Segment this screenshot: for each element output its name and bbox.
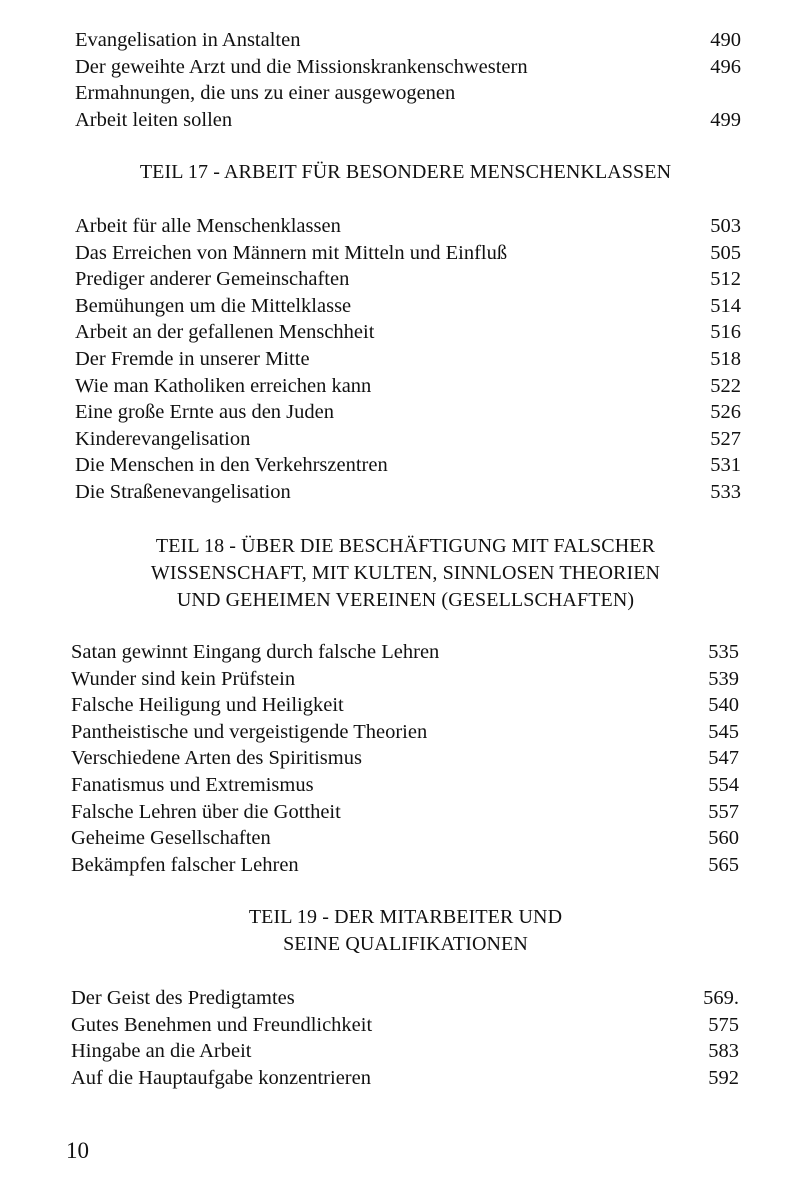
toc-entry-page: 505 bbox=[710, 241, 741, 264]
toc-entry bbox=[75, 27, 741, 54]
toc-entry-title: Ermahnungen, die uns zu einer ausgewogenen bbox=[75, 82, 456, 105]
toc-entry bbox=[71, 666, 739, 693]
toc-entry-title: Prediger anderer Gemeinschaften bbox=[75, 268, 350, 291]
toc-entry-title: Die Menschen in den Verkehrszentren bbox=[75, 454, 388, 477]
toc-entry-page: 490 bbox=[710, 29, 741, 51]
toc-entry-title: Die Straßenevangelisation bbox=[75, 480, 291, 503]
toc-entry-page: 560 bbox=[708, 827, 739, 850]
toc-entry bbox=[75, 346, 741, 373]
toc-entry bbox=[75, 426, 741, 453]
toc-entry-page: 545 bbox=[708, 720, 739, 743]
section-heading-line: TEIL 19 - DER MITARBEITER UND bbox=[248, 906, 563, 928]
toc-entry-page: 503 bbox=[710, 215, 741, 237]
toc-entry-title: Gutes Benehmen und Freundlichkeit bbox=[71, 1013, 373, 1036]
toc-entry-page: 547 bbox=[708, 747, 739, 770]
toc-entry-title: Das Erreichen von Männern mit Mitteln und Einfluß bbox=[75, 241, 508, 264]
toc-entry bbox=[71, 745, 739, 772]
toc-entry bbox=[71, 639, 739, 666]
toc-entry-page: 512 bbox=[710, 268, 741, 291]
toc-entry-title: Wie man Katholiken erreichen kann bbox=[75, 374, 372, 397]
toc-entry-page: 527 bbox=[710, 427, 741, 450]
toc-entry bbox=[75, 479, 741, 506]
toc-entry-page: 499 bbox=[710, 108, 741, 131]
toc-list-teil-17 bbox=[75, 213, 741, 506]
toc-entry-title: Arbeit an der gefallenen Menschheit bbox=[75, 321, 375, 344]
toc-entry-title: Evangelisation in Anstalten bbox=[75, 29, 301, 51]
toc-entry-page: 516 bbox=[710, 321, 741, 344]
toc-entry-page: 575 bbox=[708, 1013, 739, 1036]
toc-list-teil-18 bbox=[71, 639, 739, 878]
toc-entry-title: Fanatismus und Extremismus bbox=[71, 773, 314, 796]
toc-entry-title: Arbeit für alle Menschenklassen bbox=[75, 215, 341, 237]
toc-entry-title: Bekämpfen falscher Lehren bbox=[71, 853, 299, 876]
toc-entry-page: 496 bbox=[710, 55, 741, 78]
section-heading-line: WISSENSCHAFT, MIT KULTEN, SINNLOSEN THEORIEN bbox=[150, 562, 661, 584]
toc-entry-title: Der Geist des Predigtamtes bbox=[71, 987, 295, 1009]
toc-entry bbox=[71, 985, 739, 1012]
toc-entry bbox=[75, 399, 741, 426]
toc-entry bbox=[71, 799, 739, 826]
toc-entry-title: Der geweihte Arzt und die Missionskrankenschwestern bbox=[75, 55, 528, 78]
toc-entry bbox=[75, 373, 741, 400]
toc-entry-page: 557 bbox=[708, 800, 739, 823]
toc-entry-page: 526 bbox=[710, 401, 741, 424]
toc-entry-page: 518 bbox=[710, 347, 741, 370]
toc-entry bbox=[71, 1012, 739, 1039]
section-heading-teil-19 bbox=[0, 904, 811, 958]
toc-entry bbox=[75, 452, 741, 479]
toc-entry-title: Auf die Hauptaufgabe konzentrieren bbox=[71, 1066, 371, 1089]
toc-entry bbox=[75, 80, 741, 107]
toc-entry-page: 569. bbox=[703, 987, 739, 1009]
toc-entry-title: Falsche Lehren über die Gottheit bbox=[71, 800, 341, 823]
toc-entry-title: Bemühungen um die Mittelklasse bbox=[75, 294, 352, 317]
section-heading-line: UND GEHEIMEN VEREINEN (GESELLSCHAFTEN) bbox=[176, 589, 635, 611]
toc-entry bbox=[71, 825, 739, 852]
section-heading-line: TEIL 17 - ARBEIT FÜR BESONDERE MENSCHENKLASSEN bbox=[139, 161, 672, 183]
toc-entry-page: 554 bbox=[708, 773, 739, 796]
toc-entry bbox=[71, 852, 739, 879]
toc-entry-page: 514 bbox=[710, 294, 741, 317]
toc-entry bbox=[75, 293, 741, 320]
toc-entry bbox=[71, 772, 739, 799]
toc-entry bbox=[75, 266, 741, 293]
toc-entry-page: 583 bbox=[708, 1040, 739, 1063]
toc-entry-page: 540 bbox=[708, 694, 739, 717]
toc-entry-page: 531 bbox=[710, 454, 741, 477]
section-heading-line: SEINE QUALIFIKATIONEN bbox=[283, 933, 528, 955]
toc-entry-title: Hingabe an die Arbeit bbox=[71, 1040, 252, 1063]
toc-entry bbox=[75, 107, 741, 134]
toc-entry-title: Arbeit leiten sollen bbox=[75, 108, 233, 131]
toc-entry-title: Kinderevangelisation bbox=[75, 427, 251, 450]
toc-entry bbox=[75, 213, 741, 240]
toc-entry-title: Eine große Ernte aus den Juden bbox=[75, 401, 335, 424]
toc-entry bbox=[71, 719, 739, 746]
toc-entry bbox=[75, 240, 741, 267]
toc-entry bbox=[75, 319, 741, 346]
toc-entry-title: Verschiedene Arten des Spiritismus bbox=[71, 747, 362, 770]
toc-entry-page: 522 bbox=[710, 374, 741, 397]
toc-entry-title: Pantheistische und vergeistigende Theorien bbox=[71, 720, 428, 743]
toc-entry-page: 565 bbox=[708, 853, 739, 876]
toc-entry-page: 535 bbox=[708, 641, 739, 663]
toc-entry bbox=[71, 1065, 739, 1092]
toc-entry-title: Wunder sind kein Prüfstein bbox=[71, 667, 296, 690]
toc-entry-page: 539 bbox=[708, 667, 739, 690]
section-heading-teil-18 bbox=[0, 533, 811, 614]
toc-entry bbox=[71, 1038, 739, 1065]
toc-entry-page: 533 bbox=[710, 480, 741, 503]
toc-entry-title: Satan gewinnt Eingang durch falsche Lehren bbox=[71, 641, 440, 663]
toc-entry bbox=[75, 54, 741, 81]
page-number: 10 bbox=[66, 1138, 89, 1163]
toc-list-continued bbox=[75, 27, 741, 133]
section-heading-teil-17 bbox=[0, 159, 811, 186]
toc-entry-title: Geheime Gesellschaften bbox=[71, 827, 271, 850]
toc-entry-page: 592 bbox=[708, 1066, 739, 1089]
section-heading-line: TEIL 18 - ÜBER DIE BESCHÄFTIGUNG MIT FALSCHER bbox=[155, 535, 656, 557]
toc-entry bbox=[71, 692, 739, 719]
toc-entry-title: Falsche Heiligung und Heiligkeit bbox=[71, 694, 344, 717]
toc-list-teil-19 bbox=[71, 985, 739, 1091]
toc-entry-title: Der Fremde in unserer Mitte bbox=[75, 347, 310, 370]
